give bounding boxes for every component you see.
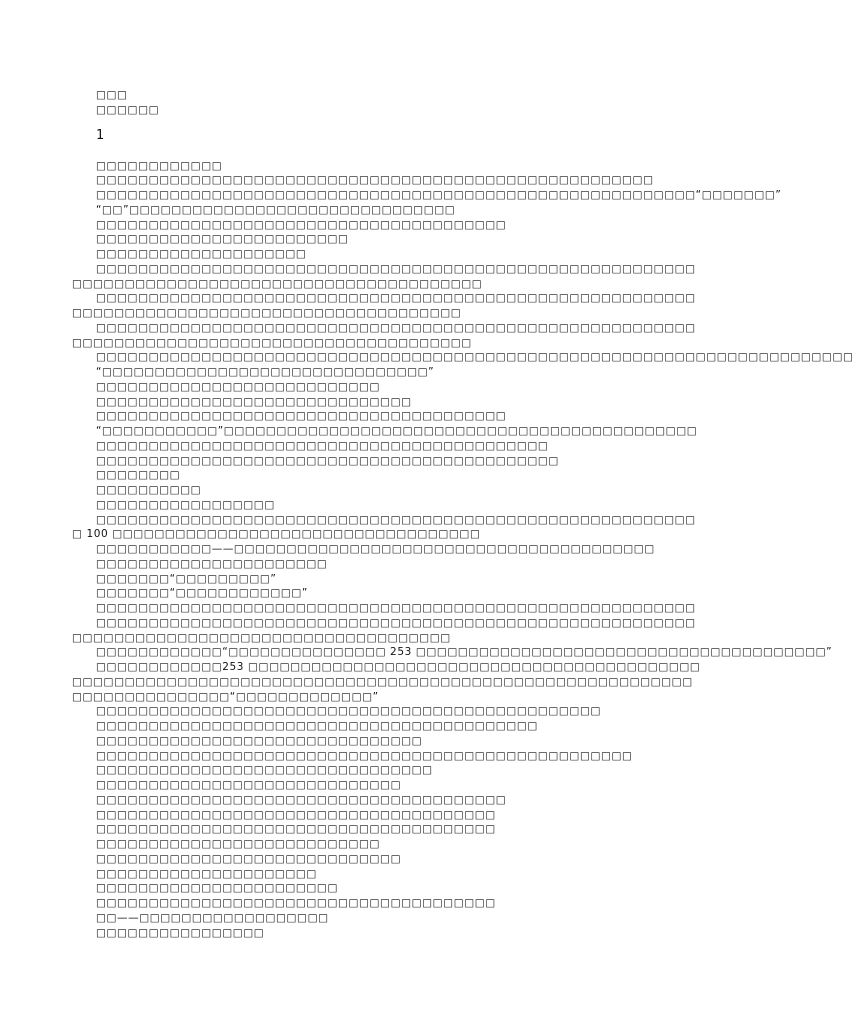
quote-line: □□□□□□□“□□□□□□□□□”	[96, 572, 277, 585]
quote-line: “□□□□□□□□□□□”□□□□□□□□□□□□□□□□□□□□□□□□□□□□□□□□□□□□□□□□□□□□□	[96, 425, 698, 437]
text-line: □□□□□□□□□□□□□□□□□□□□□□□□□□□□□□□□□□□□□□	[96, 808, 496, 821]
text-line: □□□□□□□□□□□□□□□□□□□□□□	[96, 557, 328, 570]
paragraph: □□□□□□□□□□□□□□□□□□□□□□□□□□□□□□□□□□□□□□□□□□□□□□□□□□□□□□□□□□□□□□□□□□□□□□□□□□□□□□□□□□□□□□□□□□□□□□□	[72, 321, 696, 349]
text-line: □□□□□□□□□□□□□□□□□□□□□□□□□□□□□□□□□□□□□□□□□□□□□□□□□□□□□□□□□□□□□□□□□□□□□□□□	[96, 351, 854, 364]
text-line: □□□□□□□□□□□□	[96, 159, 223, 172]
page-number: 1	[96, 127, 105, 143]
quote-line: “□□□□□□□□□□□□□□□□□□□□□□□□□□□□□□□”	[96, 366, 435, 378]
text-line: □□□□□□□□□□□□□□□□□□□□□□□□□□□□□□□□□□□□□□□	[96, 218, 507, 231]
text-line: □□□□□□□□□□	[96, 484, 202, 496]
text-line: □□□□□□□□□□□□□□□□□□□□□□□□□□□□□□□□□□□□□□□□□□□□□□□□	[96, 705, 601, 718]
text-line: □□□□□□□□□□□□□□□□□□□□□□□□□□□□□□□□□□□□□□□	[96, 410, 507, 423]
text-line: □□□□□□□□□□□□□□□□□□□□□□□□□□□□□□□□□□□□□□	[96, 823, 496, 836]
text-line: □□□□□□□□□□□□□□□□□□□□□□□	[96, 882, 338, 895]
paragraph: □□□□□□□□□□□□□□□□□□□□□□□□□□□□□□□□□□□□□□□□□□□□□□□□□□□□□□□□□□□□□□□□□□□□□□□□□□□□□□□□□□□□□□□□□□□□□□□□	[72, 262, 696, 290]
text-line: □□——□□□□□□□□□□□□□□□□□□	[96, 911, 329, 924]
text-line: □□□□□□□□□□□□□□□□□□□□□□□□□□□	[96, 838, 381, 850]
text-line: □□□□□□□□□□□——□□□□□□□□□□□□□□□□□□□□□□□□□□□□□□□□□□□□□□□□	[96, 543, 655, 555]
paragraph: □□□□□□□□□□□□□□□□□□□□□□□□□□□□□□□□□□□□□□□□□□□□□□□□□□□□□□□□□□ 100 □□□□□□□□□□□□□□□□□□□□□□□□□□□□□□□□□□□	[72, 513, 696, 541]
header-line-2: □□□□□□	[96, 103, 160, 116]
text-line: □□□□□□□□□□□□□□□□□□□□□□□□□□□□□□□□□□□□□□□□□□□□	[96, 454, 559, 467]
text-line: □□□□□□□□□□□□□□□□□	[96, 498, 275, 511]
paragraph: □□□□□□□□□□□□□□□□□□□□□□□□□□□□□□□□□□□□□□□□□□□□□□□□□□□□□□□□□□□□□□□□□□□□□□□□□□□□□□□□□□□□□□□□□□□□□	[72, 616, 696, 644]
text-line: □□□□□□□□□□□□□□□□□□□□□□□□□□□□□□□□□□□□□□□□□□□□□□□□□□□	[96, 749, 633, 762]
text-line: □□□□□□□□□□□□□□□□□□□□□□□□□□□□□□□□□□□□□□□	[96, 793, 507, 806]
text-line: □□□□□□□□□□□□□□□□□□□□□□□□□□□□□□□□□□□□□□□□□□□□□□□□□□□□□□□□□“□□□□□□□”	[96, 189, 782, 201]
text-line: □□□□□□□□□□□□□□□□□□□□	[96, 248, 307, 260]
text-line: □□□□□□□□□□□□□□□□□□□□□□□□	[96, 233, 349, 246]
text-line: □□□□□□□□□□□□□□□□□□□□□	[96, 867, 317, 880]
header-line-1: □□□	[96, 89, 128, 101]
text-line: □□□□□□□□□□□□□□□□□□□□□□□□□□□□□□□□□□□□□□□□□□□□□□□□□□□□□□□□□	[96, 602, 696, 614]
quote-line: □□□□□□□□□□□□“□□□□□□□□□□□□□□□ 253 □□□□□□□□□□□□□□□□□□□□□□□□□□□□□□□□□□□□□□□”	[96, 646, 833, 659]
text-line: □□□□□□□□□□□□□□□□□□□□□□□□□□□	[96, 380, 381, 393]
quote-line: □□□□□□□“□□□□□□□□□□□□”	[96, 587, 308, 600]
text-line: “□□”□□□□□□□□□□□□□□□□□□□□□□□□□□□□□□□	[96, 203, 456, 216]
text-line: □□□□□□□□□□□□□□□□□□□□□□□□□□□□□□	[96, 395, 412, 408]
text-line: □□□□□□□□□□□□□□□□□□□□□□□□□□□□□	[96, 779, 402, 791]
text-line: □□□□□□□□□□□□□□□□□□□□□□□□□□□□□	[96, 852, 402, 865]
text-line: □□□□□□□□□□□□□□□□□□□□□□□□□□□□□□□□□□□□□□□□□□□□□□□□□□□□□	[96, 174, 654, 187]
text-line: □□□□□□□□□□□□□□□□□□□□□□□□□□□□□□□□□□□□□□□□□□□	[96, 439, 549, 452]
text-line: □□□□□□□□□□□□□□□□	[96, 926, 265, 939]
paragraph: □□□□□□□□□□□□253 □□□□□□□□□□□□□□□□□□□□□□□□□□□□□□□□□□□□□□□□□□□□□□□□□□□□□□□□□□□□□□□□□□□□□□□□□□□□□□□□□□□□□□□□□□□□□□□□□□□□□□□□□□□□□□□□□□□□□“□□□□□□□□□□□□□”	[72, 661, 701, 703]
paragraph: □□□□□□□□□□□□□□□□□□□□□□□□□□□□□□□□□□□□□□□□□□□□□□□□□□□□□□□□□□□□□□□□□□□□□□□□□□□□□□□□□□□□□□□□□□□□□□	[72, 292, 696, 319]
text-line: □□□□□□□□□□□□□□□□□□□□□□□□□□□□□□□□□□□□□□	[96, 897, 496, 909]
text-line: □□□□□□□□□□□□□□□□□□□□□□□□□□□□□□□	[96, 734, 423, 747]
document-page	[72, 88, 854, 940]
text-line: □□□□□□□□□□□□□□□□□□□□□□□□□□□□□□□□	[96, 764, 433, 777]
text-line: □□□□□□□□□□□□□□□□□□□□□□□□□□□□□□□□□□□□□□□□□□	[96, 720, 538, 732]
text-line: □□□□□□□□	[96, 469, 181, 482]
